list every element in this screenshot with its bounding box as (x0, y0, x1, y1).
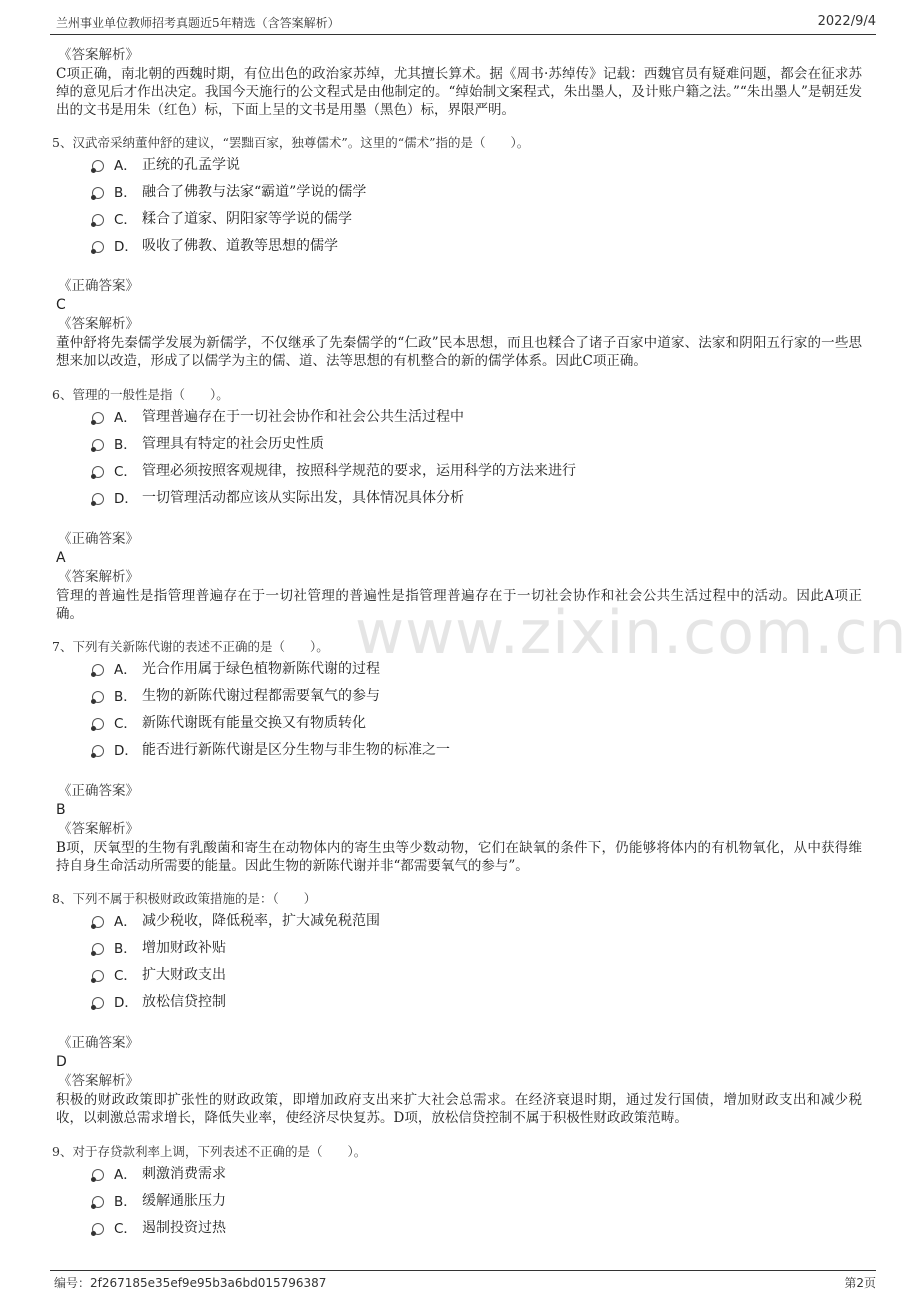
radio-icon[interactable] (92, 970, 104, 982)
radio-icon[interactable] (92, 691, 104, 703)
radio-icon[interactable] (92, 214, 104, 226)
question-5: 5、汉武帝采纳董仲舒的建议，“罢黜百家，独尊儒术”。这里的“儒术”指的是（ ）。 (52, 135, 530, 150)
radio-icon[interactable] (92, 412, 104, 424)
analysis-text: 管理的普遍性是指管理普遍存在于一切社管理的普遍性是指管理普遍存在于一切社会协作和社会公共生活过程中的活动。因此A项正确。 (56, 588, 862, 622)
option-text: 缓解通胀压力 (142, 1193, 226, 1209)
analysis-text: 积极的财政政策即扩张性的财政政策，即增加政府支出来扩大社会总需求。在经济衰退时期，通过发行国债，增加财政支出和减少税收，以刺激总需求增长，降低失业率，使经济尽快复苏。D项，放松信贷控制不属于积极性财政政策范畴。 (56, 1092, 862, 1126)
option-text: 放松信贷控制 (142, 994, 226, 1010)
option-8d[interactable]: D． 放松信贷控制 (92, 990, 226, 1012)
option-text: 糅合了道家、阴阳家等学说的儒学 (142, 211, 352, 227)
answer-value: B (56, 802, 66, 818)
analysis-text: C项正确，南北朝的西魏时期，有位出色的政治家苏绰，尤其擅长算术。据《周书·苏绰传》记载：西魏官员有疑难问题，都会在征求苏绰的意见后才作出决定。我国今天施行的公文程式是由他制定的。“绰始制文案程式，朱出墨人，及计账户籍之法。”“朱出墨人”是朝廷发出的文书是用朱（红色）标，下面上呈的文书是用墨（黑色）标，界限严明。 (56, 66, 862, 118)
radio-icon[interactable] (92, 466, 104, 478)
option-text: 正统的孔孟学说 (142, 157, 240, 173)
option-text: 融合了佛教与法家“霸道”学说的儒学 (142, 184, 367, 200)
radio-icon[interactable] (92, 916, 104, 928)
option-text: 吸收了佛教、道教等思想的儒学 (142, 238, 338, 254)
option-7b[interactable]: B． 生物的新陈代谢过程都需要氧气的参与 (92, 684, 380, 706)
option-text: 能否进行新陈代谢是区分生物与非生物的标准之一 (142, 742, 450, 758)
option-text: 管理具有特定的社会历史性质 (142, 436, 324, 452)
answer-tag: 《正确答案》 (58, 278, 139, 294)
option-text: 减少税收，降低税率，扩大减免税范围 (142, 913, 380, 929)
analysis-text: B项，厌氧型的生物有乳酸菌和寄生在动物体内的寄生虫等少数动物，它们在缺氧的条件下，仍能够将体内的有机物氧化，从中获得维持自身生命活动所需要的能量。因此生物的新陈代谢并非“都需要氧气的参与”。 (56, 840, 862, 874)
radio-icon[interactable] (92, 745, 104, 757)
option-text: 一切管理活动都应该从实际出发，具体情况具体分析 (142, 490, 464, 506)
radio-icon[interactable] (92, 493, 104, 505)
option-text: 生物的新陈代谢过程都需要氧气的参与 (142, 688, 380, 704)
answer-tag: 《正确答案》 (58, 783, 139, 799)
option-7d[interactable]: D． 能否进行新陈代谢是区分生物与非生物的标准之一 (92, 738, 450, 760)
answer-tag: 《正确答案》 (58, 531, 139, 547)
option-8c[interactable]: C． 扩大财政支出 (92, 963, 226, 985)
option-text: 刺激消费需求 (142, 1166, 226, 1182)
radio-icon[interactable] (92, 187, 104, 199)
radio-icon[interactable] (92, 943, 104, 955)
option-text: 增加财政补贴 (142, 940, 226, 956)
answer-block-q7 (56, 782, 862, 875)
analysis-block-q4 (56, 46, 862, 119)
analysis-tag: 《答案解析》 (58, 47, 139, 63)
page-footer (50, 1270, 876, 1293)
answer-block-q6 (56, 530, 862, 623)
answer-value: A (56, 550, 66, 566)
answer-block-q8 (56, 1034, 862, 1127)
option-text: 管理必须按照客观规律，按照科学规范的要求，运用科学的方法来进行 (142, 463, 576, 479)
option-7c[interactable]: C． 新陈代谢既有能量交换又有物质转化 (92, 711, 366, 733)
question-7: 7、下列有关新陈代谢的表述不正确的是（ ）。 (52, 639, 329, 654)
option-8a[interactable]: A． 减少税收，降低税率，扩大减免税范围 (92, 909, 380, 931)
option-9a[interactable]: A． 刺激消费需求 (92, 1162, 226, 1184)
question-6: 6、管理的一般性是指（ ）。 (52, 387, 229, 402)
question-8: 8、下列不属于积极财政政策措施的是：（ ） (52, 891, 317, 906)
page-number: 第2页 (844, 1276, 876, 1290)
radio-icon[interactable] (92, 241, 104, 253)
answer-block-q5 (56, 277, 862, 370)
radio-icon[interactable] (92, 997, 104, 1009)
option-5b[interactable]: B． 融合了佛教与法家“霸道”学说的儒学 (92, 180, 366, 202)
option-9c[interactable]: C． 遏制投资过热 (92, 1216, 226, 1238)
option-text: 新陈代谢既有能量交换又有物质转化 (142, 715, 366, 731)
option-5a[interactable]: A． 正统的孔孟学说 (92, 153, 240, 175)
option-6b[interactable]: B． 管理具有特定的社会历史性质 (92, 432, 324, 454)
option-9b[interactable]: B． 缓解通胀压力 (92, 1189, 226, 1211)
radio-icon[interactable] (92, 160, 104, 172)
option-6c[interactable]: C． 管理必须按照客观规律，按照科学规范的要求，运用科学的方法来进行 (92, 459, 576, 481)
option-6d[interactable]: D． 一切管理活动都应该从实际出发，具体情况具体分析 (92, 486, 464, 508)
option-text: 光合作用属于绿色植物新陈代谢的过程 (142, 661, 380, 677)
watermark: www.zixin.com.cn (355, 598, 908, 668)
radio-icon[interactable] (92, 1196, 104, 1208)
option-7a[interactable]: A． 光合作用属于绿色植物新陈代谢的过程 (92, 657, 380, 679)
question-9: 9、对于存贷款利率上调，下列表述不正确的是（ ）。 (52, 1144, 367, 1159)
answer-value: C (56, 297, 66, 313)
document-title: 兰州事业单位教师招考真题近5年精选（含答案解析） (56, 16, 340, 30)
header-date: 2022/9/4 (817, 14, 876, 29)
option-6a[interactable]: A． 管理普遍存在于一切社会协作和社会公共生活过程中 (92, 405, 464, 427)
option-5d[interactable]: D． 吸收了佛教、道教等思想的儒学 (92, 234, 338, 256)
option-text: 扩大财政支出 (142, 967, 226, 983)
radio-icon[interactable] (92, 1223, 104, 1235)
analysis-tag: 《答案解析》 (58, 569, 139, 585)
radio-icon[interactable] (92, 718, 104, 730)
radio-icon[interactable] (92, 664, 104, 676)
page-header (50, 12, 876, 35)
document-code: 编号：2f267185e35ef9e95b3a6bd015796387 (54, 1276, 327, 1290)
analysis-tag: 《答案解析》 (58, 1073, 139, 1089)
answer-value: D (56, 1054, 67, 1070)
analysis-tag: 《答案解析》 (58, 821, 139, 837)
analysis-text: 董仲舒将先秦儒学发展为新儒学，不仅继承了先秦儒学的“仁政”民本思想，而且也糅合了诸子百家中道家、法家和阴阳五行家的一些思想来加以改造，形成了以儒学为主的儒、道、法等思想的有机整合的新的儒学体系。因此C项正确。 (56, 335, 862, 369)
option-text: 遏制投资过热 (142, 1220, 226, 1236)
radio-icon[interactable] (92, 1169, 104, 1181)
radio-icon[interactable] (92, 439, 104, 451)
analysis-tag: 《答案解析》 (58, 316, 139, 332)
option-text: 管理普遍存在于一切社会协作和社会公共生活过程中 (142, 409, 464, 425)
answer-tag: 《正确答案》 (58, 1035, 139, 1051)
option-8b[interactable]: B． 增加财政补贴 (92, 936, 226, 958)
option-5c[interactable]: C． 糅合了道家、阴阳家等学说的儒学 (92, 207, 352, 229)
